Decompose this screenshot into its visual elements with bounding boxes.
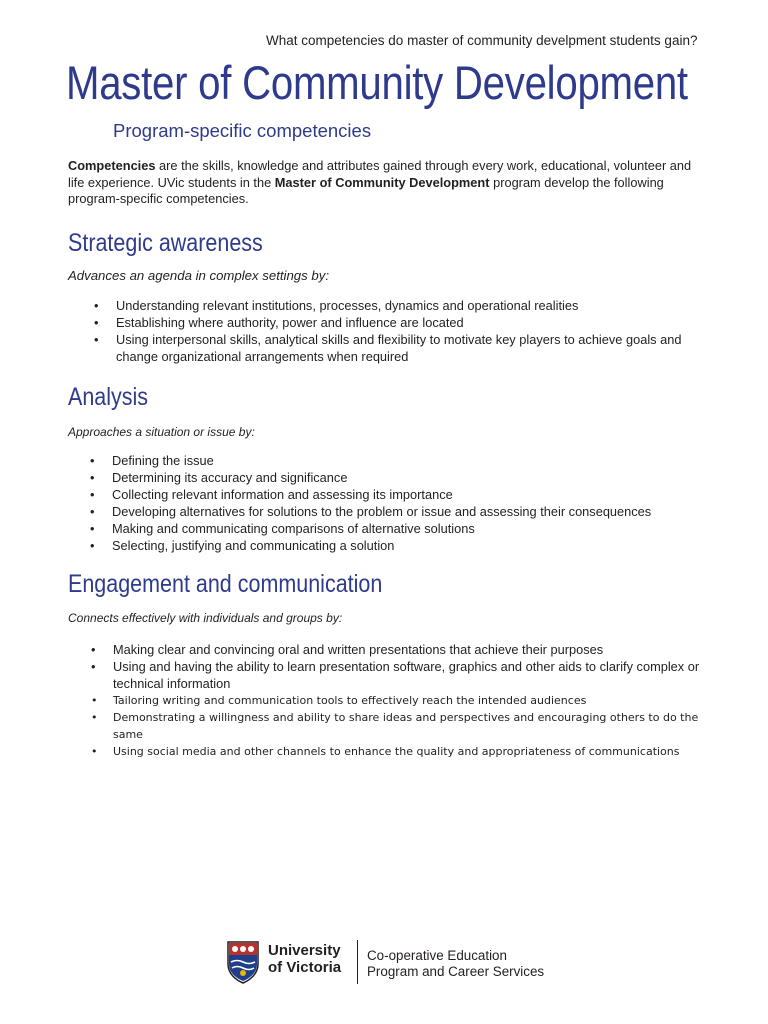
department-line-2: Program and Career Services: [367, 963, 545, 979]
list-item: • Using interpersonal skills, analytical skills and flexibility to motivate key players to achieve goals and change organizational arrangements when required: [116, 331, 706, 365]
section-heading-analysis: Analysis: [68, 383, 149, 411]
section-subheading-engagement-communication: Connects effectively with individuals and groups by:: [68, 611, 343, 625]
intro-text-1: are the skills, knowledge and attributes gained through every work, educational, volunteer and life experience. UVic students in the: [68, 158, 692, 190]
page-subtitle: Program-specific competencies: [113, 120, 372, 141]
page-title: Master of Community Development: [66, 56, 688, 109]
department-name: [367, 948, 544, 979]
footer-logo-block: [226, 938, 556, 986]
university-crest-icon: [226, 940, 260, 984]
section-heading-engagement-communication: Engagement and communication: [68, 570, 383, 598]
university-name-line-2: of Victoria: [268, 959, 342, 976]
university-name: [268, 942, 341, 976]
section-heading-strategic-awareness: Strategic awareness: [68, 229, 263, 257]
list-item: • Understanding relevant institutions, processes, dynamics and operational realities: [116, 297, 706, 314]
intro-program: Master of Community Development: [274, 174, 490, 190]
department-line-1: Co-operative Education: [367, 948, 507, 963]
intro-term: Competencies: [68, 158, 156, 173]
list-item: • Developing alternatives for solutions to the problem or issue and assessing their consequences: [112, 503, 712, 520]
list-item: • Making clear and convincing oral and written presentations that achieve their purposes: [113, 641, 705, 658]
list-item: • Determining its accuracy and significance: [112, 469, 712, 486]
page-question: What competencies do master of community develpment students gain?: [266, 33, 698, 48]
university-name-line-1: University: [268, 942, 341, 959]
list-item: • Tailoring writing and communication tools to effectively reach the intended audiences: [113, 692, 705, 709]
section-subheading-strategic-awareness: Advances an agenda in complex settings by:: [68, 268, 329, 283]
list-item: • Using and having the ability to learn presentation software, graphics and other aids to clarify complex or technical information: [113, 658, 705, 692]
list-item: • Selecting, justifying and communicating a solution: [112, 537, 712, 554]
list-item: • Making and communicating comparisons of alternative solutions: [112, 520, 712, 537]
intro-text-2: program develop the following program-specific competencies.: [68, 174, 664, 207]
list-analysis: [112, 452, 712, 554]
footer-divider: [357, 940, 358, 984]
list-item: • Establishing where authority, power and influence are located: [116, 314, 706, 331]
list-item: • Demonstrating a willingness and ability to share ideas and perspectives and encouraging others to do the same: [113, 709, 705, 743]
list-item: • Using social media and other channels to enhance the quality and appropriateness of communications: [113, 743, 705, 760]
section-subheading-analysis: Approaches a situation or issue by:: [68, 425, 255, 439]
list-item: • Collecting relevant information and assessing its importance: [112, 486, 712, 503]
list-item: • Defining the issue: [112, 452, 712, 469]
intro-paragraph: [68, 158, 708, 208]
list-engagement-communication: [113, 641, 705, 760]
list-strategic-awareness: [116, 297, 706, 365]
